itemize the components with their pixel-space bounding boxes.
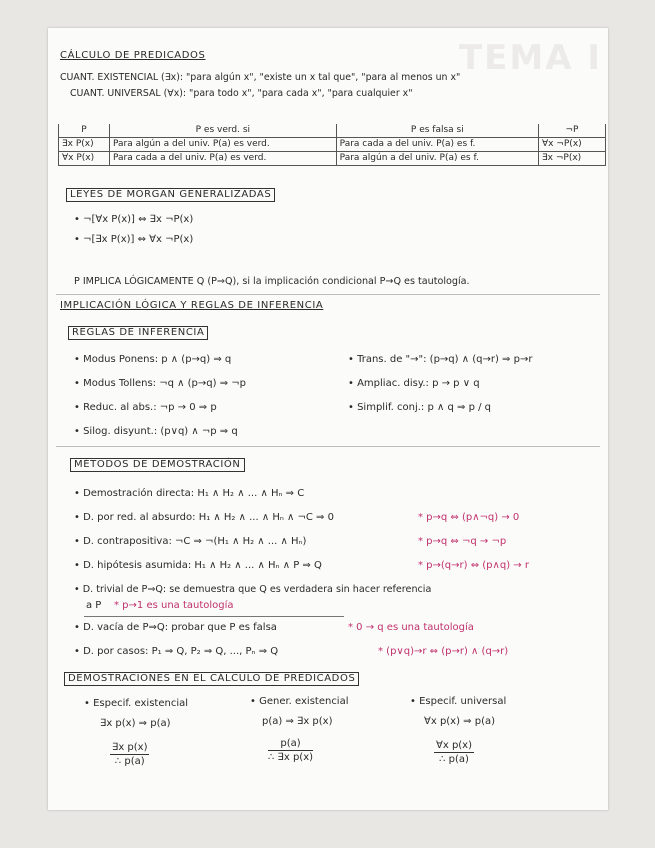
proof-rule-name: • Gener. existencial <box>250 696 349 707</box>
table-cell: ∃x ¬P(x) <box>539 152 606 166</box>
proof-fraction <box>268 738 313 764</box>
underline-rule <box>84 616 344 617</box>
method-item: • Demostración directa: H₁ ∧ H₂ ∧ ... ∧ Hₙ ⇒ C <box>74 488 305 499</box>
morgan-law-2: • ¬[∃x P(x)] ⇔ ∀x ¬P(x) <box>74 234 194 245</box>
inference-rule: • Trans. de "→": (p→q) ∧ (q→r) ⇒ p→r <box>348 354 533 365</box>
fraction-denominator: ∴ p(a) <box>439 754 469 765</box>
table-cell: ∃x P(x) <box>59 138 110 152</box>
universal-quantifier-line: CUANT. UNIVERSAL (∀x): "para todo x", "para cada x", "para cualquier x" <box>70 88 413 99</box>
logical-implication-definition: P IMPLICA LÓGICAMENTE Q (P⇒Q), si la implicación condicional P→Q es tautología. <box>74 276 470 287</box>
inference-rule: • Simplif. conj.: p ∧ q ⇒ p / q <box>348 402 491 413</box>
inference-rule: • Silog. disyunt.: (p∨q) ∧ ¬p ⇒ q <box>74 426 238 437</box>
morgan-section-title: LEYES DE MORGAN GENERALIZADAS <box>66 188 275 202</box>
proof-rule-name: • Especif. universal <box>410 696 507 707</box>
method-note: * p→q ⇔ (p∧¬q) → 0 <box>418 512 520 523</box>
method-note: * p→1 es una tautología <box>114 600 234 611</box>
proof-rule-formula: p(a) ⇒ ∃x p(x) <box>262 716 333 727</box>
method-note: * p→(q→r) ⇔ (p∧q) → r <box>418 560 529 571</box>
fraction-denominator: ∴ ∃x p(x) <box>268 752 314 763</box>
divider <box>56 446 600 447</box>
method-item: • D. por red. al absurdo: H₁ ∧ H₂ ∧ ... ∧ Hₙ ∧ ¬C ⇒ 0 <box>74 512 334 523</box>
proof-rule-formula: ∃x p(x) ⇒ p(a) <box>100 718 171 729</box>
method-item: • D. hipótesis asumida: H₁ ∧ H₂ ∧ ... ∧ Hₙ ∧ P ⇒ Q <box>74 560 322 571</box>
inference-rule: • Modus Ponens: p ∧ (p→q) ⇒ q <box>74 354 232 365</box>
table-cell: Para algún a del univ. P(a) es verd. <box>110 138 337 152</box>
table-cell: Para cada a del univ. P(a) es f. <box>336 138 538 152</box>
notebook-page <box>48 28 608 810</box>
table-header-cell: P es falsa si <box>336 124 538 138</box>
table-header-cell: ¬P <box>539 124 606 138</box>
table-row <box>59 152 606 166</box>
table-cell: ∀x P(x) <box>59 152 110 166</box>
proof-fraction <box>434 740 474 766</box>
existential-quantifier-line: CUANT. EXISTENCIAL (∃x): "para algún x", "existe un x tal que", "para al menos un x" <box>60 72 461 83</box>
method-note: * (p∨q)→r ⇔ (p→r) ∧ (q→r) <box>378 646 509 657</box>
methods-section-title: MÉTODOS DE DEMOSTRACIÓN <box>70 458 245 472</box>
bleed-through-title: TEMA I <box>458 38 602 78</box>
quantifier-table <box>58 124 606 166</box>
inference-rules-title: REGLAS DE INFERENCIA <box>68 326 208 340</box>
method-note: * 0 → q es una tautología <box>348 622 474 633</box>
divider <box>56 294 600 295</box>
table-header-cell: P <box>59 124 110 138</box>
fraction-numerator: ∃x p(x) <box>112 742 148 753</box>
table-header-row <box>59 124 606 138</box>
method-note: * p→q ⇔ ¬q → ¬p <box>418 536 507 547</box>
proof-rule-name: • Especif. existencial <box>84 698 189 709</box>
fraction-denominator: ∴ p(a) <box>114 756 145 767</box>
fraction-numerator: p(a) <box>268 738 313 751</box>
inference-section-title: IMPLICACIÓN LÓGICA Y REGLAS DE INFERENCIA <box>60 300 324 311</box>
fraction-numerator: ∀x p(x) <box>436 740 473 751</box>
page-title: CÁLCULO DE PREDICADOS <box>60 50 206 61</box>
inference-rule: • Modus Tollens: ¬q ∧ (p→q) ⇒ ¬p <box>74 378 246 389</box>
method-item-casos: • D. por casos: P₁ ⇒ Q, P₂ ⇒ Q, ..., Pₙ ⇒ Q <box>74 646 279 657</box>
proof-fraction <box>110 742 149 768</box>
inference-rule: • Ampliac. disy.: p → p ∨ q <box>348 378 480 389</box>
table-cell: Para cada a del univ. P(a) es verd. <box>110 152 337 166</box>
table-header-cell: P es verd. si <box>110 124 337 138</box>
method-item-vacia: • D. vacía de P⇒Q: probar que P es falsa <box>74 622 277 633</box>
method-item-trivial: • D. trivial de P⇒Q: se demuestra que Q es verdadera sin hacer referencia <box>74 584 432 595</box>
proof-rule-formula: ∀x p(x) ⇒ p(a) <box>424 716 496 727</box>
table-row <box>59 138 606 152</box>
morgan-law-1: • ¬[∀x P(x)] ⇔ ∃x ¬P(x) <box>74 214 194 225</box>
method-item: • D. contrapositiva: ¬C ⇒ ¬(H₁ ∧ H₂ ∧ ... ∧ Hₙ) <box>74 536 307 547</box>
table-cell: Para algún a del univ. P(a) es f. <box>336 152 538 166</box>
method-item-trivial-cont: a P <box>86 600 102 611</box>
predicate-proofs-title: DEMOSTRACIONES EN EL CÁLCULO DE PREDICADOS <box>64 672 359 686</box>
inference-rule: • Reduc. al abs.: ¬p → 0 ⇒ p <box>74 402 217 413</box>
table-cell: ∀x ¬P(x) <box>539 138 606 152</box>
